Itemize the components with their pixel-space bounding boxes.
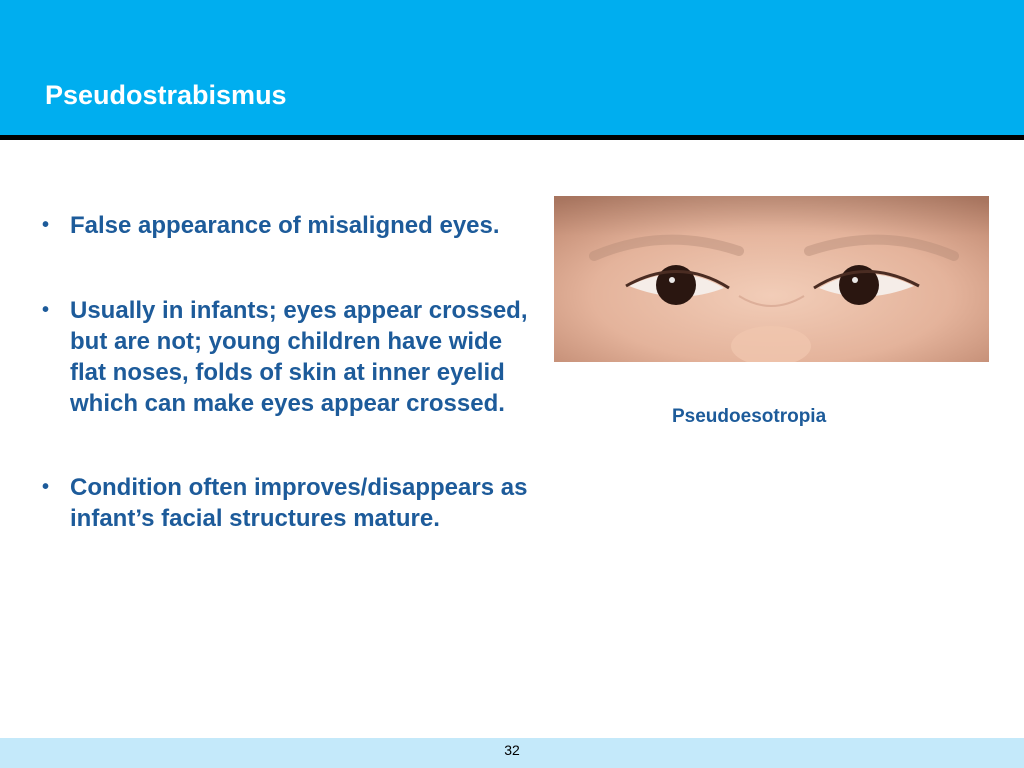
- infant-eyes-photo: [554, 196, 989, 362]
- header-bar: [0, 0, 1024, 135]
- bullet-item: [40, 295, 540, 419]
- bullet-marker: •: [42, 299, 50, 321]
- bullet-marker: •: [42, 214, 50, 236]
- image-caption: Pseudoesotropia: [672, 406, 827, 427]
- page-number: 32: [504, 742, 520, 758]
- bullet-text: Usually in infants; eyes appear crossed, but are not; young children have wide flat noses, folds of skin at inner eyelid which can make eyes appear crossed.: [70, 297, 528, 417]
- slide-title: Pseudostrabismus: [45, 80, 287, 110]
- bullet-marker: •: [42, 476, 50, 498]
- header-divider: [0, 135, 1024, 140]
- bullet-text: False appearance of misaligned eyes.: [70, 212, 500, 239]
- bullet-item: [40, 210, 540, 241]
- bullet-list: [40, 210, 540, 534]
- bullet-item: [40, 472, 540, 534]
- bullet-text: Condition often improves/disappears as infant’s facial structures mature.: [70, 474, 528, 532]
